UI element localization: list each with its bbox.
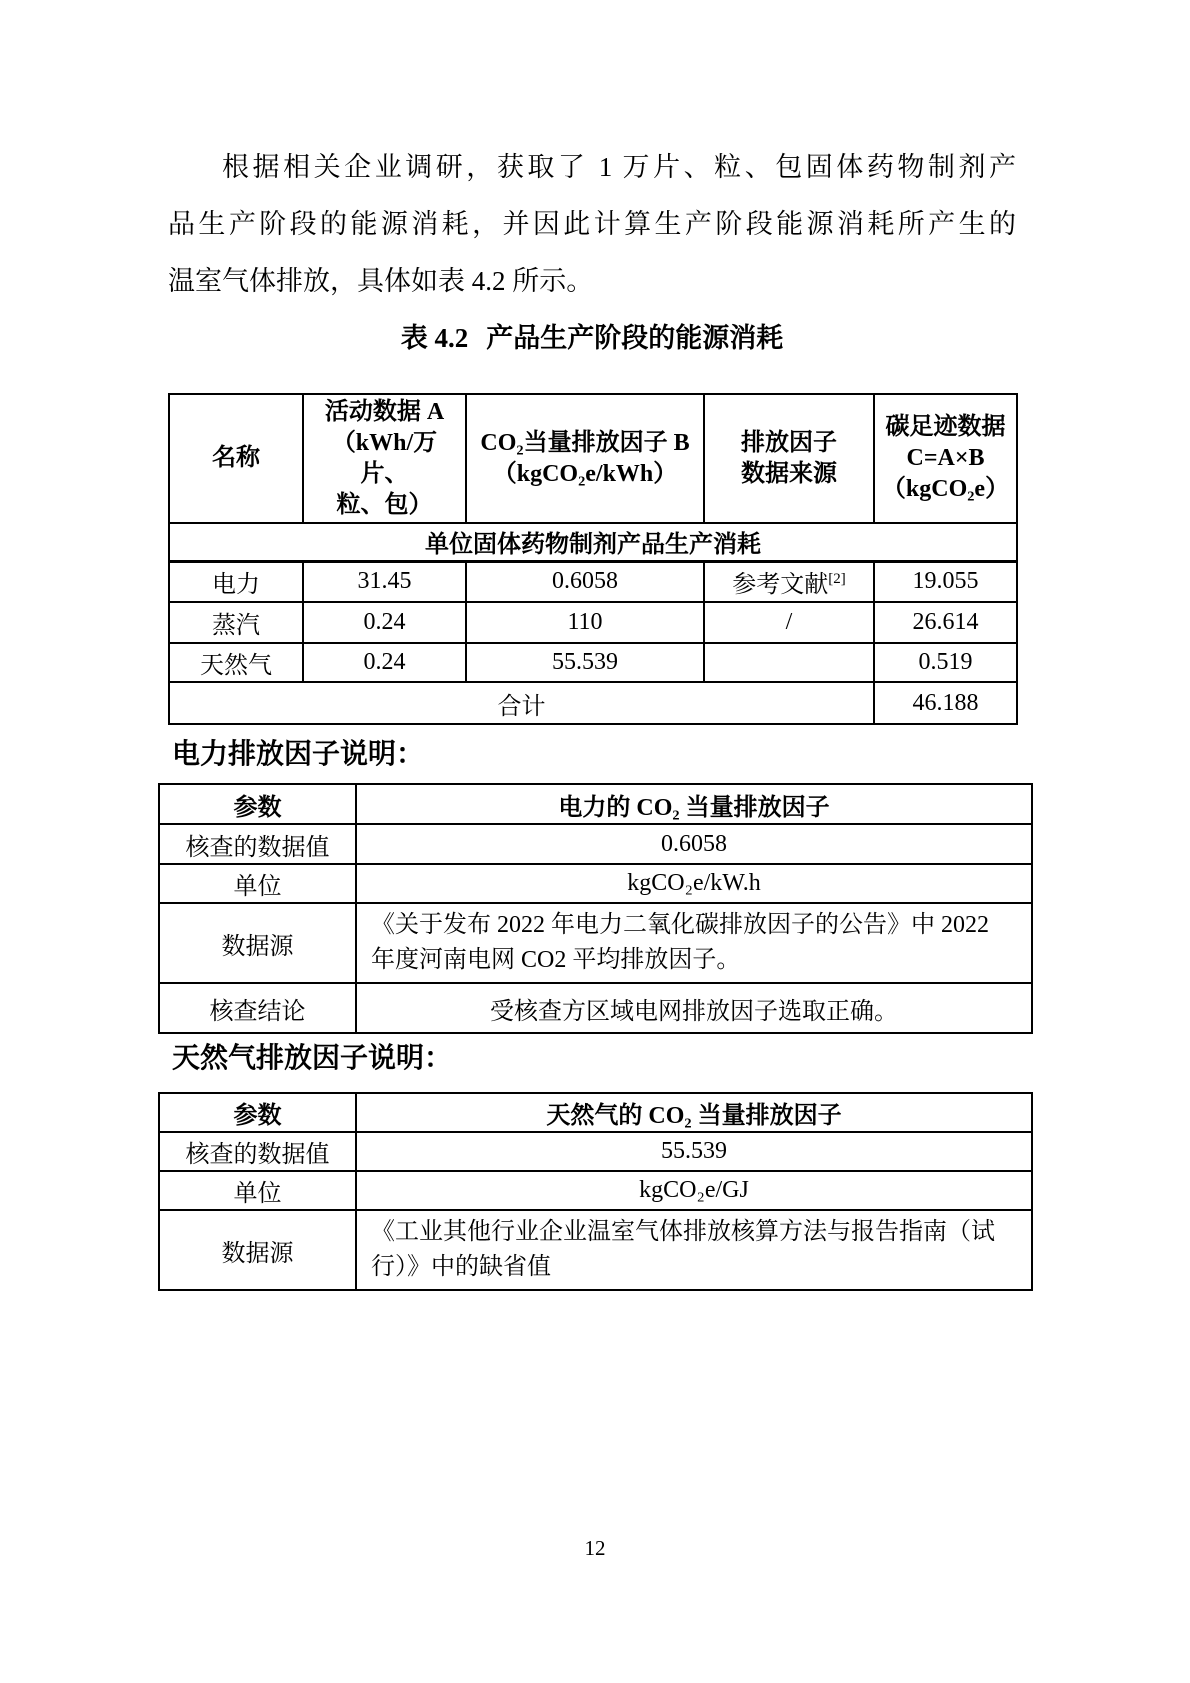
header-line: （kWh/万片、 (331, 429, 438, 487)
row-label-cell: 数据源 (159, 1210, 356, 1290)
row-value-cell: 《工业其他行业企业温室气体排放核算方法与报告指南（试行）》中的缺省值 (356, 1210, 1032, 1290)
row-label-cell: 核查的数据值 (159, 824, 356, 864)
col-header-emission-factor (466, 394, 704, 523)
table-caption-text: 产品生产阶段的能源消耗 (486, 323, 784, 353)
header-line: 排放因子 (741, 429, 837, 456)
cell-name: 天然气 (169, 643, 303, 682)
cell-activity-data: 0.24 (303, 643, 466, 682)
param-header-cell: 参数 (159, 784, 356, 824)
row-value-cell: 0.6058 (356, 824, 1032, 864)
row-value-cell: kgCO₂e/kW.h (356, 864, 1032, 903)
factor-table-row-unit (159, 864, 1032, 903)
paragraph-line: 温室气体排放，具体如表 4.2 所示。 (168, 266, 594, 296)
electricity-factor-heading: 电力排放因子说明： (172, 739, 425, 770)
factor-table-row-value (159, 1132, 1032, 1171)
factor-table-row-value (159, 824, 1032, 864)
cell-factor-source (704, 643, 874, 682)
cell-factor-source (704, 602, 874, 643)
row-label-cell: 核查结论 (159, 983, 356, 1033)
header-line: C=A×B (906, 445, 985, 471)
total-value-cell: 46.188 (874, 682, 1017, 724)
col-header-name: 名称 (169, 394, 303, 523)
table-caption-label: 表 4.2 (400, 323, 469, 353)
page-number: 12 (584, 1536, 606, 1560)
row-label-cell: 单位 (159, 1171, 356, 1210)
header-line: （kgCO₂e/kWh） (492, 460, 678, 487)
table-row-electricity (169, 561, 1017, 602)
row-value-cell: kgCO₂e/GJ (356, 1171, 1032, 1210)
cell-name: 电力 (169, 561, 303, 602)
row-label-cell: 核查的数据值 (159, 1132, 356, 1171)
factor-table-row-source (159, 903, 1032, 983)
factor-table-row-unit (159, 1171, 1032, 1210)
param-header-cell: 参数 (159, 1093, 356, 1132)
col-header-carbon-footprint (874, 394, 1017, 523)
cell-emission-factor: 55.539 (466, 643, 704, 682)
row-value-cell: 55.539 (356, 1132, 1032, 1171)
cell-carbon-footprint: 26.614 (874, 602, 1017, 643)
factor-table-header-row (159, 1093, 1032, 1132)
row-label-cell: 数据源 (159, 903, 356, 983)
row-label-cell: 单位 (159, 864, 356, 903)
table-total-row (169, 682, 1017, 724)
paragraph-line: 根据相关企业调研，获取了 1 万片、粒、包固体药物制剂产 (222, 152, 1016, 182)
source-text: 参考文献 (732, 572, 829, 599)
cell-factor-source (704, 561, 874, 602)
table-row-natural-gas (169, 643, 1017, 682)
factor-table-row-conclusion (159, 983, 1032, 1033)
cell-activity-data: 0.24 (303, 602, 466, 643)
electricity-factor-table (158, 783, 1033, 1034)
header-line: 碳足迹数据 (885, 414, 1006, 440)
gas-factor-heading: 天然气排放因子说明： (172, 1043, 453, 1074)
gas-factor-table (158, 1092, 1033, 1291)
param-value-header-cell: 电力的 CO₂ 当量排放因子 (356, 784, 1032, 824)
reference-superscript: [2] (828, 571, 846, 588)
param-value-header-cell: 天然气的 CO₂ 当量排放因子 (356, 1093, 1032, 1132)
header-line: 粒、包） (336, 491, 433, 518)
factor-table-row-source (159, 1210, 1032, 1290)
cell-name: 蒸汽 (169, 602, 303, 643)
header-line: CO₂当量排放因子 B (480, 429, 690, 456)
cell-emission-factor: 0.6058 (466, 561, 704, 602)
factor-table-header-row (159, 784, 1032, 824)
header-line: 数据来源 (741, 460, 837, 487)
cell-emission-factor: 110 (466, 602, 704, 643)
subheader-cell: 单位固体药物制剂产品生产消耗 (169, 523, 1017, 561)
table-caption (168, 320, 1016, 356)
energy-consumption-table (168, 393, 1018, 725)
col-header-activity-data (303, 394, 466, 523)
table-row-steam (169, 602, 1017, 643)
paragraph-line: 品生产阶段的能源消耗，并因此计算生产阶段能源消耗所产生的 (168, 209, 1016, 239)
col-header-factor-source (704, 394, 874, 523)
source-text: / (785, 609, 793, 635)
header-line: 活动数据 A (324, 398, 445, 425)
cell-carbon-footprint: 19.055 (874, 561, 1017, 602)
table-header-row (169, 394, 1017, 523)
cell-activity-data: 31.45 (303, 561, 466, 602)
cell-carbon-footprint: 0.519 (874, 643, 1017, 682)
row-value-cell: 《关于发布 2022 年电力二氧化碳排放因子的公告》中 2022 年度河南电网 CO2 平均排放因子。 (356, 903, 1032, 983)
header-line: （kgCO₂e） (881, 476, 1010, 502)
intro-paragraph (168, 139, 1016, 310)
total-label-cell: 合计 (169, 682, 874, 724)
table-subheader-row (169, 523, 1017, 561)
row-value-cell: 受核查方区域电网排放因子选取正确。 (356, 983, 1032, 1033)
